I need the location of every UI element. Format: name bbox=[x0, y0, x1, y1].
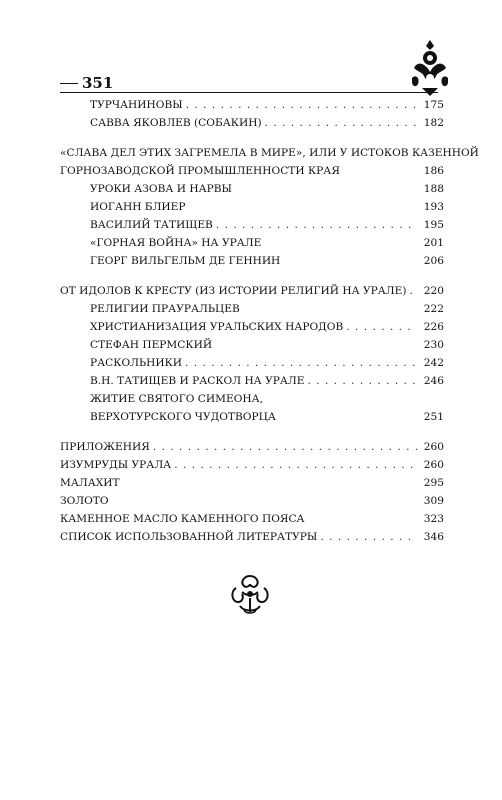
toc-entry bbox=[60, 96, 444, 114]
toc-entry-page: 206 bbox=[423, 255, 444, 267]
toc-entry bbox=[60, 528, 444, 546]
toc-entry-title: РЕЛИГИИ ПРАУРАЛЬЦЕВ bbox=[90, 303, 240, 315]
toc-entry bbox=[60, 234, 444, 252]
toc-entry-title: СПИСОК ИСПОЛЬЗОВАННОЙ ЛИТЕРАТУРЫ bbox=[60, 531, 318, 543]
page-number: 351 bbox=[82, 74, 114, 92]
toc-section-heading bbox=[60, 282, 444, 300]
toc-entry bbox=[60, 492, 444, 510]
toc-section-heading bbox=[60, 144, 479, 162]
toc-entry-page: 193 bbox=[423, 201, 444, 213]
toc-entry-page: 222 bbox=[423, 303, 444, 315]
toc-entry bbox=[60, 336, 444, 354]
toc-entry bbox=[60, 114, 444, 132]
toc-entry bbox=[60, 408, 444, 426]
toc-entry bbox=[60, 510, 444, 528]
toc-entry-title: КАМЕННОЕ МАСЛО КАМЕННОГО ПОЯСА bbox=[60, 513, 305, 525]
toc-entry-title: ПРИЛОЖЕНИЯ bbox=[60, 441, 150, 453]
toc-entry-title: ИОГАНН БЛИЕР bbox=[90, 201, 186, 213]
header-rule-short bbox=[60, 83, 78, 84]
toc-entry bbox=[60, 438, 444, 456]
leader-dots bbox=[186, 96, 417, 114]
leader-dots bbox=[265, 114, 417, 132]
toc-entry-title: В.Н. ТАТИЩЕВ И РАСКОЛ НА УРАЛЕ bbox=[90, 375, 305, 387]
toc-entry-page: 195 bbox=[423, 219, 444, 231]
toc-entry-title: ИЗУМРУДЫ УРАЛА bbox=[60, 459, 172, 471]
toc-entry-page: 242 bbox=[423, 357, 444, 369]
toc-entry-page: 251 bbox=[423, 411, 444, 423]
toc-section-title: «СЛАВА ДЕЛ ЭТИХ ЗАГРЕМЕЛА В МИРЕ», ИЛИ У ИСТОКОВ КАЗЕННОЙ bbox=[60, 147, 479, 159]
toc-entry-page: 188 bbox=[423, 183, 444, 195]
toc-entry-title: МАЛАХИТ bbox=[60, 477, 120, 489]
toc-entry bbox=[60, 216, 444, 234]
leader-dots bbox=[307, 372, 417, 390]
toc-entry-page: 346 bbox=[423, 531, 444, 543]
toc-entry-title: ВЕРХОТУРСКОГО ЧУДОТВОРЦА bbox=[90, 411, 276, 423]
toc-entry-page: 309 bbox=[423, 495, 444, 507]
toc-entry-title: ХРИСТИАНИЗАЦИЯ УРАЛЬСКИХ НАРОДОВ bbox=[90, 321, 344, 333]
toc-entry-page: 295 bbox=[423, 477, 444, 489]
leader-dots bbox=[185, 354, 417, 372]
toc-entry bbox=[60, 318, 444, 336]
toc-section-title: ОТ ИДОЛОВ К КРЕСТУ (ИЗ ИСТОРИИ РЕЛИГИЙ НА УРАЛЕ) bbox=[60, 285, 407, 297]
toc-entry bbox=[60, 180, 444, 198]
toc-entry-title: ЖИТИЕ СВЯТОГО СИМЕОНА, bbox=[90, 393, 264, 405]
corner-ornament-icon bbox=[408, 38, 452, 98]
leader-dots bbox=[320, 528, 417, 546]
toc-section-heading bbox=[60, 162, 444, 180]
leader-dots bbox=[216, 216, 417, 234]
toc-entry-page: 182 bbox=[423, 117, 444, 129]
toc-entry-title: ВАСИЛИЙ ТАТИЩЕВ bbox=[90, 219, 213, 231]
toc-entry-page: 201 bbox=[423, 237, 444, 249]
leader-dots bbox=[153, 438, 417, 456]
toc-entry bbox=[60, 372, 444, 390]
toc-entry-page: 175 bbox=[423, 99, 444, 111]
toc-entry-title: РАСКОЛЬНИКИ bbox=[90, 357, 183, 369]
toc-entry bbox=[60, 354, 444, 372]
toc-entry-title: ЗОЛОТО bbox=[60, 495, 109, 507]
toc-entry bbox=[60, 198, 444, 216]
toc-section-page: 220 bbox=[423, 285, 444, 297]
toc-entry bbox=[60, 252, 444, 270]
toc-entry bbox=[60, 456, 444, 474]
toc-entry-page: 226 bbox=[423, 321, 444, 333]
leader-dots bbox=[410, 282, 417, 300]
floral-ornament-icon bbox=[228, 572, 272, 616]
toc-entry-title: УРОКИ АЗОВА И НАРВЫ bbox=[90, 183, 232, 195]
toc-entry-page: 323 bbox=[423, 513, 444, 525]
leader-dots bbox=[174, 456, 417, 474]
toc-section-title: ГОРНОЗАВОДСКОЙ ПРОМЫШЛЕННОСТИ КРАЯ bbox=[60, 165, 340, 177]
toc-entry-page: 230 bbox=[423, 339, 444, 351]
toc-entry bbox=[60, 474, 444, 492]
toc-entry-title: «ГОРНАЯ ВОЙНА» НА УРАЛЕ bbox=[90, 237, 262, 249]
toc-entry-title: СТЕФАН ПЕРМСКИЙ bbox=[90, 339, 213, 351]
toc-section-page: 186 bbox=[423, 165, 444, 177]
toc-entry-page: 246 bbox=[423, 375, 444, 387]
toc-entry bbox=[60, 390, 444, 408]
toc-entry bbox=[60, 300, 444, 318]
toc-entry-page: 260 bbox=[423, 441, 444, 453]
table-of-contents bbox=[60, 96, 479, 546]
leader-dots bbox=[346, 318, 417, 336]
toc-entry-title: САВВА ЯКОВЛЕВ (СОБАКИН) bbox=[90, 117, 262, 129]
toc-entry-page: 260 bbox=[423, 459, 444, 471]
toc-entry-title: ТУРЧАНИНОВЫ bbox=[90, 99, 183, 111]
toc-entry-title: ГЕОРГ ВИЛЬГЕЛЬМ ДЕ ГЕННИН bbox=[90, 255, 281, 267]
header-rule bbox=[60, 92, 438, 93]
